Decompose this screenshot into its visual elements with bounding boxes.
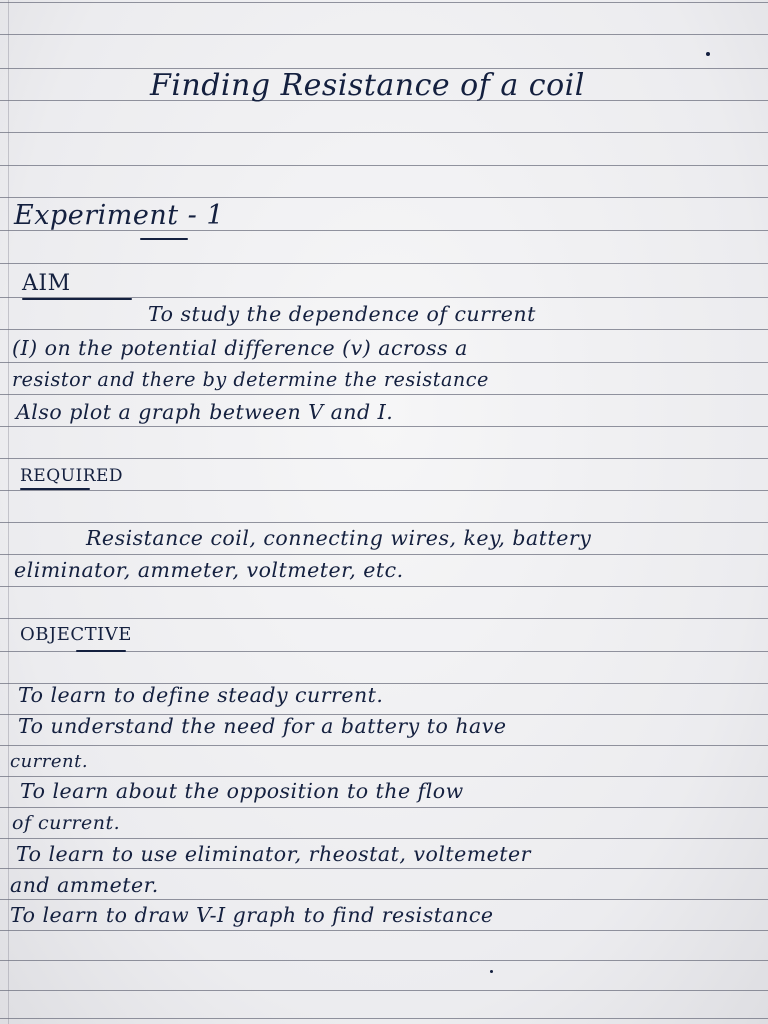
- objective-line-3: current.: [10, 751, 89, 772]
- page-margin-line: [8, 0, 9, 1024]
- objective-heading: OBJECTIVE: [20, 624, 132, 645]
- ruled-line: [0, 458, 768, 459]
- ruled-line: [0, 522, 768, 523]
- aim-line-3: resistor and there by determine the resistance: [12, 368, 489, 391]
- objective-line-4: To learn about the opposition to the flow: [20, 779, 464, 803]
- ruled-line: [0, 1018, 768, 1019]
- ruled-line: [0, 362, 768, 363]
- aim-line-2: (I) on the potential difference (v) across a: [12, 336, 468, 360]
- ruled-line: [0, 807, 768, 808]
- aim-underline: [22, 298, 132, 300]
- ruled-line: [0, 618, 768, 619]
- page-title: Finding Resistance of a coil: [150, 68, 585, 103]
- required-line-1: Resistance coil, connecting wires, key, battery: [86, 526, 592, 550]
- ruled-line: [0, 34, 768, 35]
- objective-line-5: of current.: [12, 812, 121, 834]
- ink-dot: [706, 52, 710, 56]
- ruled-line: [0, 745, 768, 746]
- ruled-line: [0, 2, 768, 3]
- objective-line-7: and ammeter.: [10, 873, 159, 897]
- objective-line-2: To understand the need for a battery to have: [18, 714, 507, 738]
- ruled-line: [0, 990, 768, 991]
- aim-line-1: To study the dependence of current: [148, 302, 536, 326]
- ruled-line: [0, 960, 768, 961]
- ruled-line: [0, 838, 768, 839]
- required-underline: [20, 488, 90, 490]
- ruled-line: [0, 165, 768, 166]
- experiment-heading: Experiment - 1: [14, 200, 225, 231]
- required-heading: REQUIRED: [20, 466, 124, 486]
- objective-underline: [76, 650, 126, 652]
- ruled-line: [0, 132, 768, 133]
- aim-line-4: Also plot a graph between V and I.: [16, 400, 394, 424]
- ruled-line: [0, 868, 768, 869]
- ruled-line: [0, 197, 768, 198]
- ruled-line: [0, 263, 768, 264]
- ruled-line: [0, 899, 768, 900]
- ruled-line: [0, 490, 768, 491]
- ruled-line: [0, 426, 768, 427]
- ruled-line: [0, 554, 768, 555]
- ink-dot: [490, 970, 493, 973]
- ruled-line: [0, 394, 768, 395]
- experiment-underline: [140, 238, 188, 240]
- objective-line-1: To learn to define steady current.: [18, 683, 384, 707]
- ruled-line: [0, 329, 768, 330]
- required-line-2: eliminator, ammeter, voltmeter, etc.: [14, 558, 404, 582]
- ruled-line: [0, 586, 768, 587]
- objective-line-8: To learn to draw V-I graph to find resistance: [10, 903, 494, 927]
- ruled-line: [0, 776, 768, 777]
- ruled-line: [0, 930, 768, 931]
- aim-heading: AIM: [22, 271, 71, 296]
- objective-line-6: To learn to use eliminator, rheostat, voltemeter: [16, 842, 531, 866]
